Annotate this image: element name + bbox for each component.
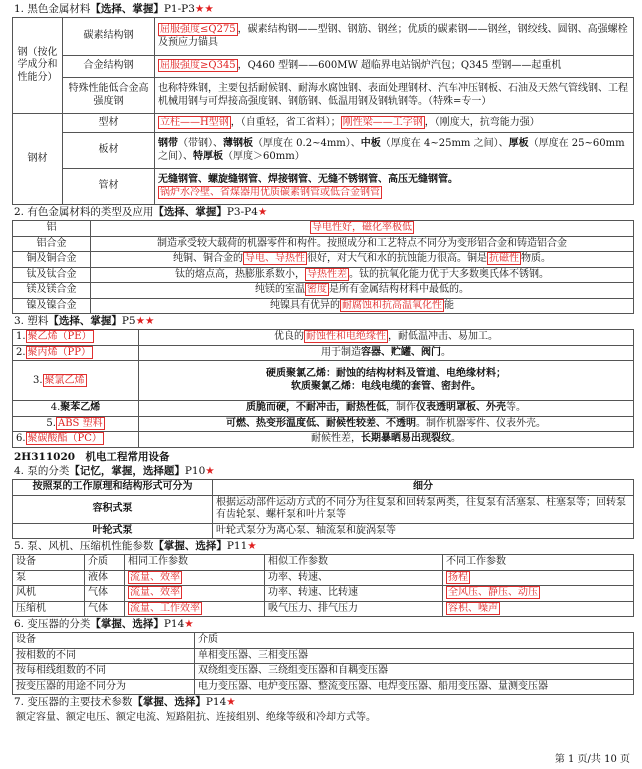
row-content: 屈服强度≥Q345 ，Q460 型钢——600MW 超临界电站锅炉汽包；Q345 型钢——起重机 (155, 56, 634, 78)
table-row (13, 114, 634, 133)
row-content: 硬质聚氯乙烯：耐蚀的结构材料及管道、电绝缘材料； 软质聚氯乙烯：电线电缆的套管、密封件。 (139, 361, 634, 401)
section-7-heading (14, 696, 634, 709)
table-header-row (13, 555, 634, 571)
row-content: 钢带（带钢）、薄钢板（厚度在 0.2~4mm）、中板（厚度在 4~25mm 之间）、厚板（厚度在 25~60mm 之间）、特厚板（厚度＞60mm） (155, 133, 634, 169)
section-pages: P3-P4 (226, 206, 258, 219)
table-row: 泵 液体 流量、效率 功率、转速、 扬程 (13, 570, 634, 586)
row-label: 容积式泵 (13, 495, 213, 523)
table-row (13, 283, 634, 299)
table-row: 按相数的不同 单相变压器、三相变压器 (13, 648, 634, 664)
section-title: 2. 有色金属材料的类型及应用 (14, 206, 154, 219)
row-label: 钛及钛合金 (13, 267, 91, 283)
section-tag: 【记忆，掌握，选择题】 (69, 465, 185, 477)
row-label: 镍及镍合金 (13, 298, 91, 314)
transformer-table (12, 632, 634, 695)
row-content: 也称特殊钢，主要包括耐候钢、耐海水腐蚀钢、表面处理钢材、汽车冲压钢板、石油及天然气管线钢、工程机械用钢与可焊接高强度钢、钢筋钢、低温用钢及钢轨钢等。（特殊=专一） (155, 78, 634, 114)
section-pages: P14 (163, 618, 185, 631)
column-header: 按照泵的工作原理和结构形式可分为 (13, 480, 213, 496)
star-rating: ★ (247, 540, 257, 553)
star-rating: ★★ (135, 315, 155, 328)
section-pages: P14 (205, 696, 227, 709)
section-2-heading (14, 206, 634, 219)
row-content: 无缝钢管、螺旋缝钢管、焊接钢管、无缝不锈钢管、高压无缝钢管。 锅炉水冷壁、省煤器用优质碳素钢管或低合金钢管 (155, 169, 634, 205)
table-row (13, 56, 634, 78)
row-label: 6. 聚碳酸酯（PC） (13, 432, 139, 448)
section-6-heading (14, 618, 634, 631)
table-row (13, 416, 634, 432)
star-rating: ★ (226, 696, 236, 709)
section-tag: 【选择、掌握】 (90, 3, 164, 15)
row-label: 3. 聚氯乙烯 (13, 361, 139, 401)
table-row (13, 252, 634, 268)
row-content: 纯铜、铜合金的 导电、导热性 很好，对大气和水的抗蚀能力很高。铜是 抗磁性 物质。 (91, 252, 634, 268)
section-pages: P10 (184, 465, 206, 477)
row-content: 根据运动部件运动方式的不同分为往复泵和回转泵两类，往复泵有活塞泵、柱塞泵等；回转泵有齿轮泵、螺杆泵和叶片泵等 (213, 495, 634, 523)
row-label: 管材 (63, 169, 155, 205)
section-pages: P1-P3 (163, 3, 195, 15)
row-content: 叶轮式泵分为离心泵、轴流泵和旋涡泵等 (213, 523, 634, 539)
table-header-row (13, 633, 634, 649)
row-label: 特殊性能低合金高强度钢 (63, 78, 155, 114)
ferrous-table (12, 17, 634, 205)
table-row (13, 236, 634, 252)
row-label: 镁及镁合金 (13, 283, 91, 299)
section-3-heading (14, 315, 634, 328)
row-content: 用于制造容器、贮罐、阀门。 (139, 345, 634, 361)
row-content: 纯镁的室温 密度 是所有金属结构材料中最低的。 (91, 283, 634, 299)
section-tag: 【选择、掌握】 (153, 206, 227, 219)
section-7-text: 额定容量、额定电压、额定电流、短路阻抗、连接组别、绝缘等级和冷却方式等。 (16, 711, 376, 723)
category-cell: 钢材 (13, 114, 63, 205)
section-tag: 【掌握、选择】 (132, 696, 206, 709)
row-label: 2. 聚丙烯（PP） (13, 345, 139, 361)
parameters-table (12, 554, 634, 617)
table-row (13, 401, 634, 417)
row-content: 质脆而硬，不耐冲击，耐热性低，制作仪表透明罩板、外壳等。 (139, 401, 634, 417)
row-label: 型材 (63, 114, 155, 133)
section-title: 6. 变压器的分类 (14, 618, 91, 631)
column-header: 设备 (13, 633, 195, 649)
table-row (13, 78, 634, 114)
plastics-table (12, 329, 634, 448)
column-header: 相似工作参数 (265, 555, 443, 571)
section-5-heading (14, 540, 634, 553)
table-row (13, 361, 634, 401)
table-row: 按每相线组数的不同 双绕组变压器、三绕组变压器和自耦变压器 (13, 664, 634, 680)
row-label: 铝合金 (13, 236, 91, 252)
section-title: 7. 变压器的主要技术参数 (14, 696, 133, 709)
column-header: 细分 (213, 480, 634, 496)
table-row (13, 18, 634, 56)
table-row (13, 495, 634, 523)
row-content: 优良的 耐蚀性和电绝缘性 ，耐低温冲击、易加工。 (139, 330, 634, 346)
column-header: 设备 (13, 555, 85, 571)
row-content: 钛的熔点高，热膨胀系数小， 导热性差 。钛的抗氧化能力优于大多数奥氏体不锈钢。 (91, 267, 634, 283)
row-label: 铜及铜合金 (13, 252, 91, 268)
section-title: 3. 塑料 (14, 315, 49, 328)
table-row (13, 330, 634, 346)
section-pages: P11 (226, 540, 248, 553)
row-label: 叶轮式泵 (13, 523, 213, 539)
row-content: 耐候性差，长期暴晒易出现裂纹。 (139, 432, 634, 448)
chapter-heading: 2H311020 机电工程常用设备 (14, 450, 170, 463)
section-tag: 【掌握、选择】 (90, 618, 164, 631)
table-row (13, 221, 634, 237)
table-row (13, 267, 634, 283)
row-content: 可燃、热变形温度低、耐候性较差、不透明。制作机器零件、仪表外壳。 (139, 416, 634, 432)
row-label: 1. 聚乙烯（PE） (13, 330, 139, 346)
table-row (13, 298, 634, 314)
star-rating: ★ (257, 206, 268, 219)
row-label: 5. ABS 塑料 (13, 416, 139, 432)
category-cell: 钢（按化学成分和性能分） (13, 18, 63, 114)
table-row: 风机 气体 流量、效率 功率、转速、比转速 全风压、静压、动压 (13, 586, 634, 602)
column-header: 相同工作参数 (125, 555, 265, 571)
row-label: 碳素结构钢 (63, 18, 155, 56)
pump-table (12, 479, 634, 539)
table-row (13, 133, 634, 169)
table-row (13, 523, 634, 539)
table-row (13, 345, 634, 361)
column-header: 介质 (85, 555, 125, 571)
section-pages: P5 (121, 315, 136, 328)
row-content: 立柱——H型钢 ，（自重轻，省工省料）； 刚性梁——工字钢 ，（刚度大，抗弯能力强） (155, 114, 634, 133)
section-title: 1. 黑色金属材料 (14, 3, 91, 15)
table-row: 压缩机 气体 流量、工作效率 吸气压力、排气压力 容积、噪声 (13, 601, 634, 617)
page-number: 第 1 页/共 10 页 (554, 753, 630, 765)
section-1-heading (14, 3, 634, 16)
table-row: 按变压器的用途不同分为 电力变压器、电炉变压器、整流变压器、电焊变压器、船用变压器、量测变压器 (13, 679, 634, 695)
star-rating: ★ (184, 618, 194, 631)
row-content: 制造承受较大载荷的机器零件和构件。按照成分和工艺特点不同分为变形铝合金和铸造铝合金 (91, 236, 634, 252)
column-header: 介质 (195, 633, 634, 649)
row-label: 板材 (63, 133, 155, 169)
nonferrous-table (12, 220, 634, 314)
table-row (13, 432, 634, 448)
table-row (13, 169, 634, 205)
row-label: 铝 (13, 221, 91, 237)
row-content: 纯镍具有优异的 耐腐蚀和抗高温氧化性 能 (91, 298, 634, 314)
star-rating: ★ (205, 465, 215, 477)
section-title: 5. 泵、风机、压缩机性能参数 (14, 540, 154, 553)
table-header-row (13, 480, 634, 496)
star-rating: ★★ (194, 3, 214, 15)
section-tag: 【掌握、选择】 (153, 540, 227, 553)
column-header: 不同工作参数 (443, 555, 634, 571)
row-label: 4.聚苯乙烯 (13, 401, 139, 417)
section-tag: 【选择、掌握】 (48, 315, 122, 328)
section-title: 4. 泵的分类 (14, 465, 70, 477)
row-content: 导电性好，磁化率极低 (91, 221, 634, 237)
section-4-heading (14, 465, 634, 478)
row-label: 合金结构钢 (63, 56, 155, 78)
row-content: 屈服强度≤Q275 ，碳素结构钢——型钢、钢筋、钢丝；优质的碳素钢——钢丝，钢绞线、圆钢、高强螺栓及预应力锚具 (155, 18, 634, 56)
